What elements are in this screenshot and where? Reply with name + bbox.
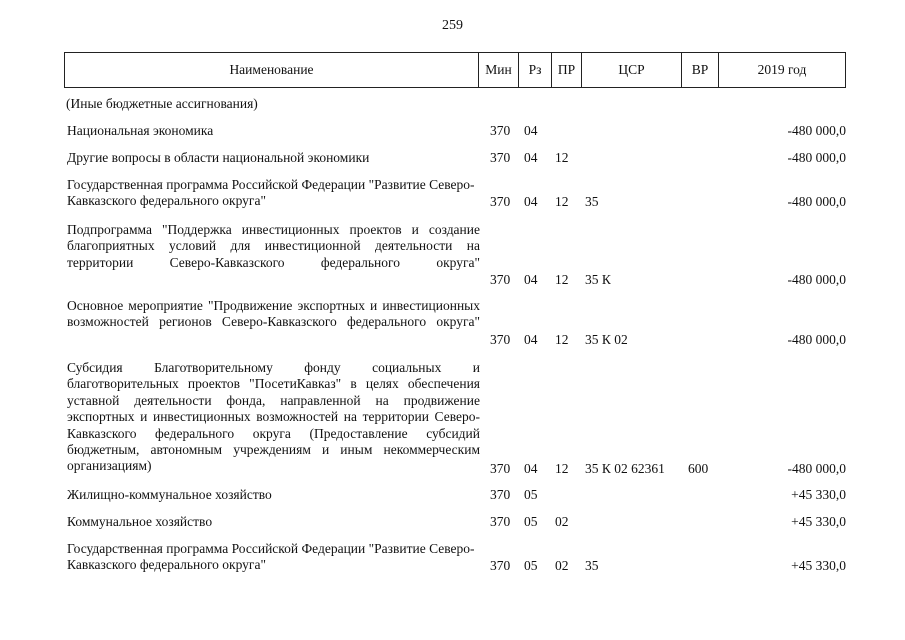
row-amount: -480 000,0 xyxy=(787,461,846,476)
row-pr: 12 xyxy=(555,272,569,287)
row-pr: 12 xyxy=(555,150,569,165)
row-name: Коммунальное хозяйство xyxy=(67,514,213,529)
header-csr: ЦСР xyxy=(582,53,682,87)
row-pr: 12 xyxy=(555,194,569,209)
row-rz: 04 xyxy=(524,272,538,287)
header-vr: ВР xyxy=(682,53,719,87)
row-pr: 02 xyxy=(555,514,569,529)
row-amount: -480 000,0 xyxy=(787,123,846,138)
row-name: Другие вопросы в области национальной экономики xyxy=(67,150,370,165)
row-name: Основное мероприятие "Продвижение экспортных и инвестиционных возможностей регионов Северо-Кавказского федерального округа" xyxy=(67,298,480,330)
row-rz: 04 xyxy=(524,150,538,165)
header-name: Наименование xyxy=(65,53,479,87)
row-amount: -480 000,0 xyxy=(787,194,846,209)
section-note: (Иные бюджетные ассигнования) xyxy=(66,96,258,111)
row-amount: +45 330,0 xyxy=(791,487,846,502)
row-rz: 05 xyxy=(524,558,538,573)
row-amount: -480 000,0 xyxy=(787,332,846,347)
row-amount: -480 000,0 xyxy=(787,150,846,165)
row-vr: 600 xyxy=(688,461,709,476)
row-csr: 35 К 02 xyxy=(585,332,628,347)
row-csr: 35 xyxy=(585,558,599,573)
row-name: Государственная программа Российской Федерации "Развитие Северо-Кавказского федерального округа" xyxy=(67,177,475,209)
row-amount: -480 000,0 xyxy=(787,272,846,287)
row-pr: 02 xyxy=(555,558,569,573)
row-min: 370 xyxy=(490,558,511,573)
row-rz: 05 xyxy=(524,487,538,502)
row-name: Национальная экономика xyxy=(67,123,214,138)
row-rz: 04 xyxy=(524,461,538,476)
row-pr: 12 xyxy=(555,461,569,476)
row-name: Субсидия Благотворительному фонду социальных и благотворительных проектов "ПосетиКавказ" в целях обеспечения уставной деятельности фонда, направленной на продвижение экспортных и инвестиционных возможностей на территории Северо-Кавказского федерального округа (Предоставление субсидий бюджетным, автономным учреждениям и иным некоммерческим организациям) xyxy=(67,360,480,474)
row-name: Подпрограмма "Поддержка инвестиционных проектов и создание благоприятных условий для инвестиционной деятельности на территории Северо-Кавказского федерального округа" xyxy=(67,222,480,270)
row-min: 370 xyxy=(490,123,511,138)
row-csr: 35 xyxy=(585,194,599,209)
row-rz: 04 xyxy=(524,123,538,138)
row-amount: +45 330,0 xyxy=(791,514,846,529)
row-csr: 35 К 02 62361 xyxy=(585,461,665,476)
page-number: 259 xyxy=(442,18,463,33)
row-rz: 04 xyxy=(524,194,538,209)
row-pr: 12 xyxy=(555,332,569,347)
row-name: Государственная программа Российской Федерации "Развитие Северо-Кавказского федерального округа" xyxy=(67,541,475,573)
row-min: 370 xyxy=(490,194,511,209)
row-amount: +45 330,0 xyxy=(791,558,846,573)
header-year: 2019 год xyxy=(757,62,807,77)
header-min: Мин xyxy=(479,53,519,87)
row-name: Жилищно-коммунальное хозяйство xyxy=(67,487,272,502)
row-min: 370 xyxy=(490,487,511,502)
header-rz: Рз xyxy=(519,53,552,87)
row-min: 370 xyxy=(490,514,511,529)
header-pr: ПР xyxy=(552,53,582,87)
row-csr: 35 К xyxy=(585,272,611,287)
row-min: 370 xyxy=(490,461,511,476)
table-header xyxy=(64,52,846,88)
row-rz: 04 xyxy=(524,332,538,347)
row-rz: 05 xyxy=(524,514,538,529)
row-min: 370 xyxy=(490,332,511,347)
row-min: 370 xyxy=(490,150,511,165)
row-min: 370 xyxy=(490,272,511,287)
